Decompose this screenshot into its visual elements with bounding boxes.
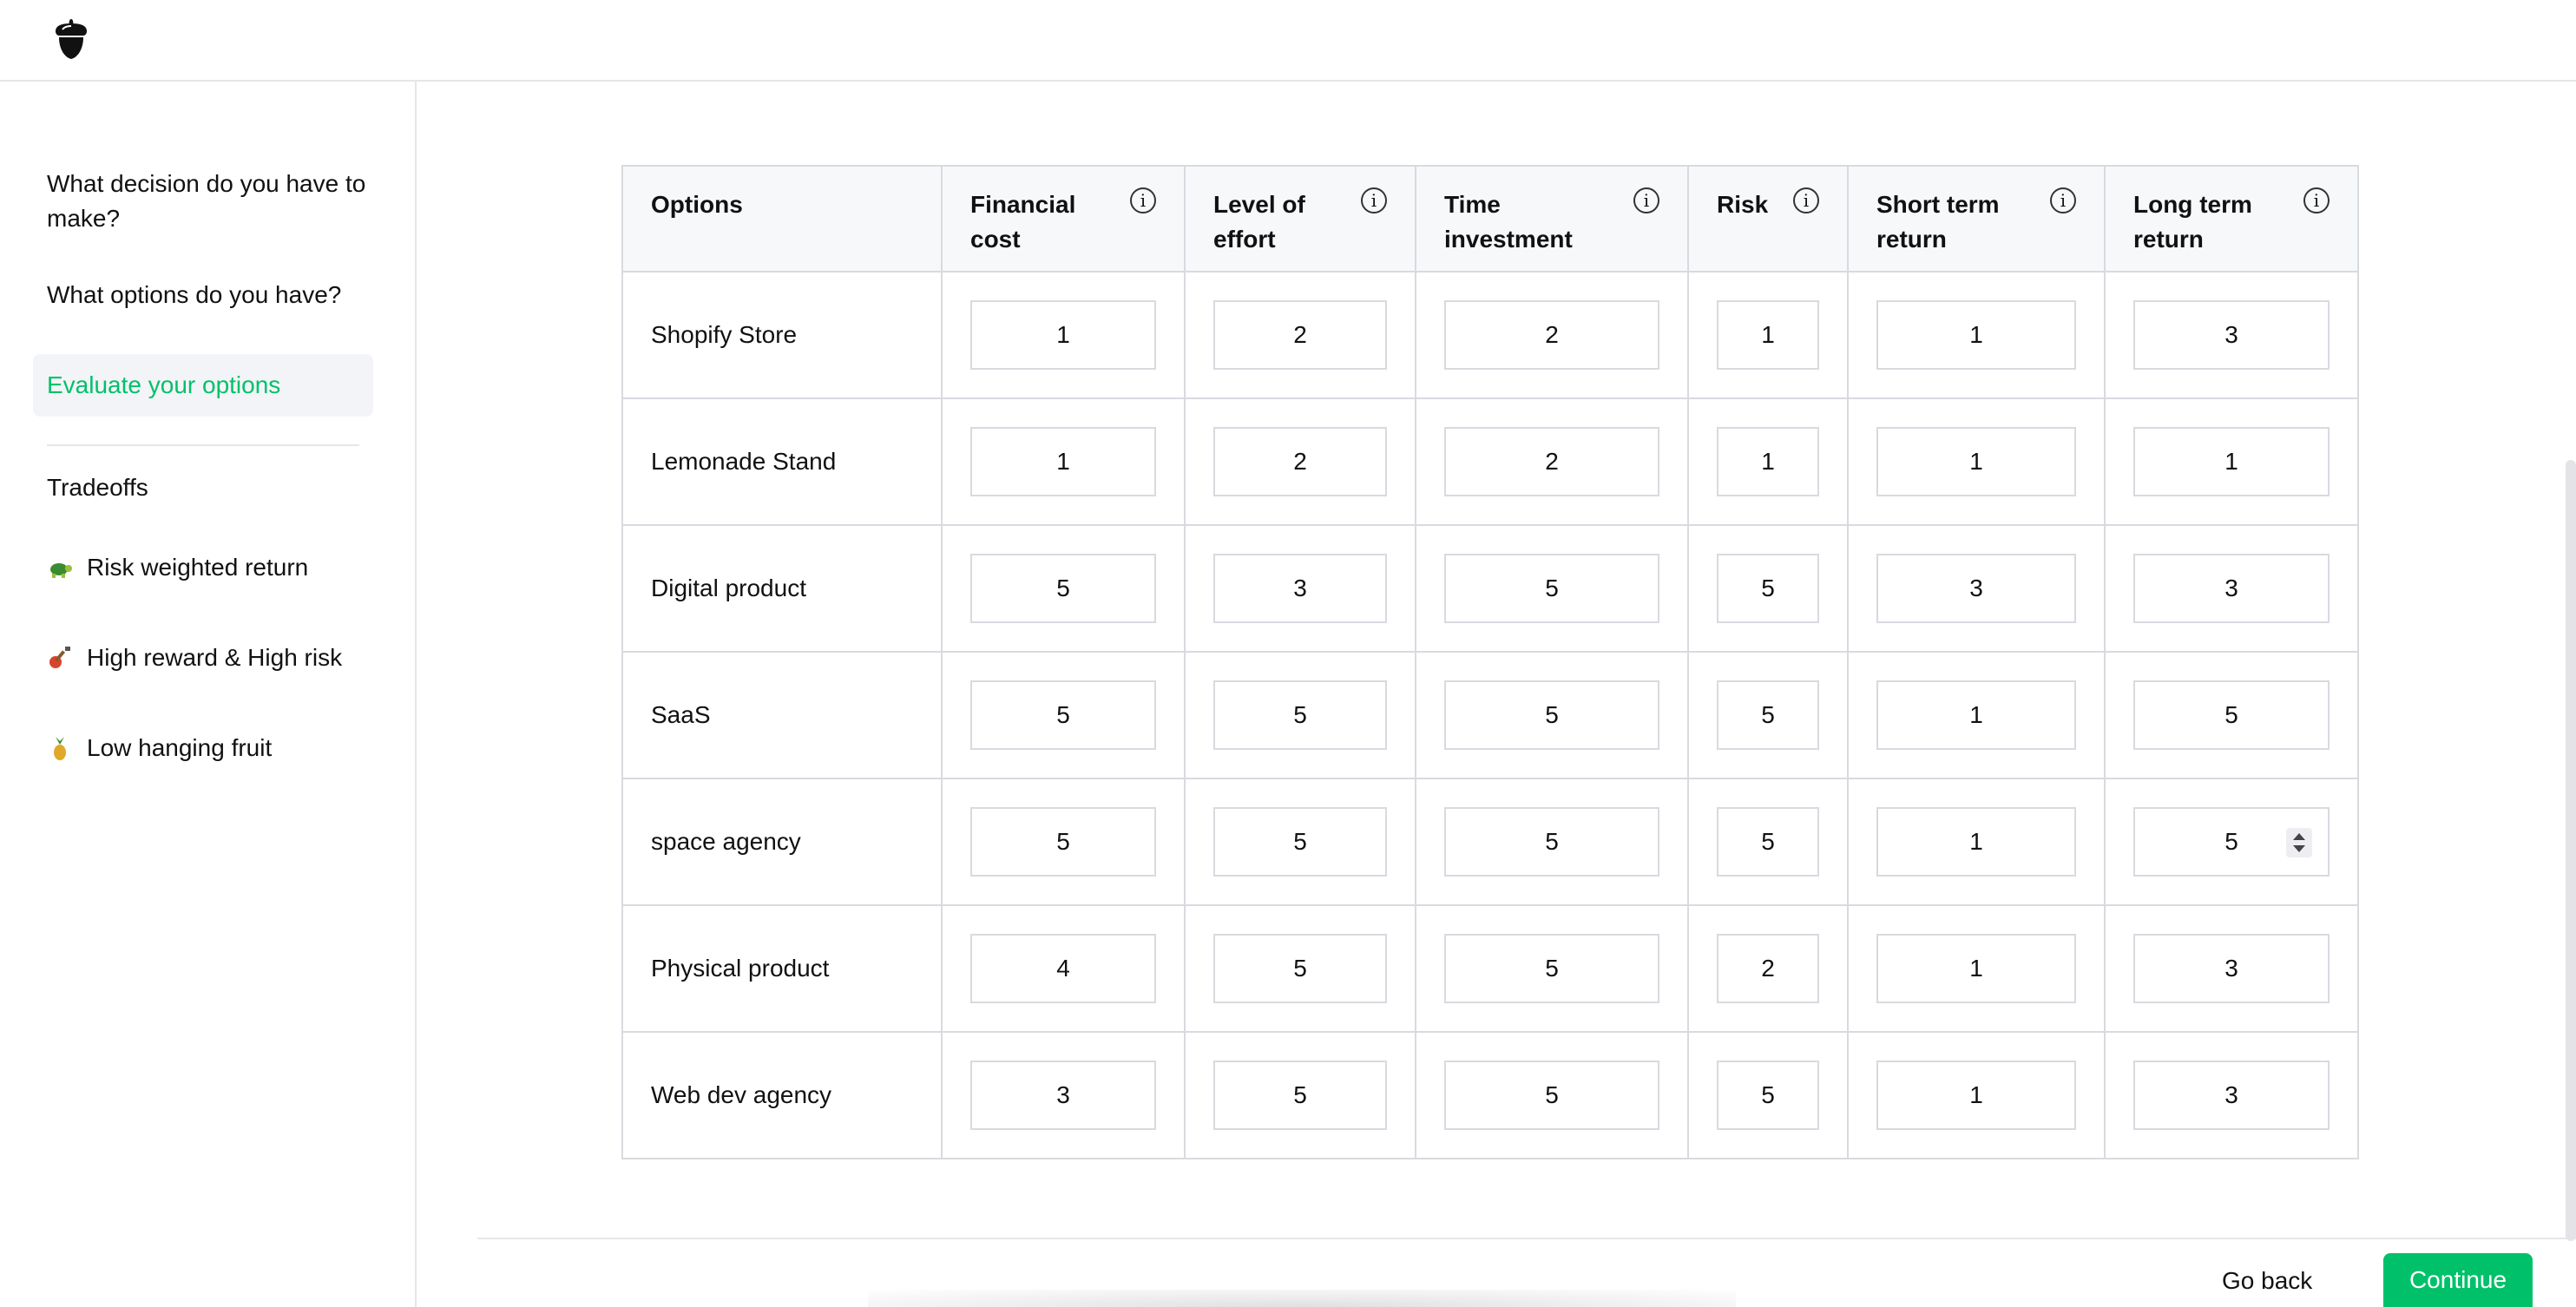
score-input[interactable]: 1	[1717, 427, 1819, 496]
score-input[interactable]: 5	[1444, 554, 1659, 623]
score-input[interactable]: 3	[2133, 300, 2330, 370]
score-cell	[1416, 525, 1688, 652]
info-icon[interactable]: i	[2050, 187, 2076, 213]
info-icon[interactable]: i	[1793, 187, 1819, 213]
score-cell	[2105, 272, 2358, 398]
score-cell	[942, 652, 1185, 778]
score-input[interactable]: 5	[970, 807, 1156, 877]
continue-button[interactable]: Continue	[2383, 1253, 2533, 1307]
header-label: Financial cost	[970, 191, 1076, 253]
score-cell	[1185, 272, 1416, 398]
tradeoff-label: Risk weighted return	[87, 554, 309, 581]
score-input[interactable]: 1	[1876, 807, 2076, 877]
score-input[interactable]: 1	[1717, 300, 1819, 370]
score-cell	[942, 1032, 1185, 1159]
score-input[interactable]: 3	[2133, 934, 2330, 1003]
option-name: space agency	[622, 778, 942, 905]
score-cell	[1185, 1032, 1416, 1159]
score-input-focused[interactable]	[2133, 807, 2330, 877]
score-cell	[2105, 1032, 2358, 1159]
score-input[interactable]: 5	[2133, 680, 2330, 750]
score-input[interactable]: 1	[2133, 427, 2330, 496]
tradeoff-label: Low hanging fruit	[87, 734, 273, 761]
score-cell	[1688, 398, 1848, 525]
header-options	[622, 166, 942, 272]
guitar-icon	[47, 645, 73, 671]
header-label: Short term return	[1876, 191, 2000, 253]
score-input[interactable]: 5	[970, 554, 1156, 623]
info-icon[interactable]: i	[1361, 187, 1387, 213]
score-input[interactable]: 5	[1444, 807, 1659, 877]
option-name: Web dev agency	[622, 1032, 942, 1159]
top-bar	[0, 0, 2576, 82]
score-cell	[2105, 778, 2358, 905]
option-name: Digital product	[622, 525, 942, 652]
score-input[interactable]: 5	[970, 680, 1156, 750]
score-cell	[2105, 525, 2358, 652]
turtle-icon	[47, 555, 73, 581]
table-header-row	[622, 166, 2358, 272]
tradeoff-label: High reward & High risk	[87, 644, 343, 671]
header-level-of-effort	[1185, 166, 1416, 272]
table-row	[622, 1032, 2358, 1159]
score-cell	[1688, 652, 1848, 778]
evaluation-table	[621, 165, 2359, 1159]
score-value: 5	[2224, 828, 2238, 855]
tradeoff-low-hanging-fruit[interactable]	[47, 731, 272, 765]
score-input[interactable]: 1	[1876, 934, 2076, 1003]
score-cell	[1848, 652, 2105, 778]
table-row	[622, 272, 2358, 398]
score-input[interactable]: 3	[970, 1061, 1156, 1130]
header-short-term-return	[1848, 166, 2105, 272]
score-input[interactable]: 5	[1717, 1061, 1819, 1130]
score-input[interactable]: 1	[970, 427, 1156, 496]
option-name: Shopify Store	[622, 272, 942, 398]
score-cell	[1848, 905, 2105, 1032]
score-cell	[1185, 525, 1416, 652]
info-icon[interactable]: i	[1633, 187, 1659, 213]
score-cell	[942, 272, 1185, 398]
score-input[interactable]: 2	[1717, 934, 1819, 1003]
score-input[interactable]: 4	[970, 934, 1156, 1003]
go-back-button[interactable]: Go back	[2222, 1267, 2313, 1294]
scrollbar[interactable]	[2566, 460, 2576, 1241]
score-input[interactable]: 5	[1444, 680, 1659, 750]
score-cell	[1848, 272, 2105, 398]
tradeoffs-heading: Tradeoffs	[47, 474, 148, 501]
score-cell	[1416, 398, 1688, 525]
header-label: Long term return	[2133, 191, 2252, 253]
table-row	[622, 398, 2358, 525]
score-cell	[1688, 1032, 1848, 1159]
header-label: Risk	[1717, 191, 1769, 218]
header-financial-cost	[942, 166, 1185, 272]
score-input[interactable]: 5	[1213, 1061, 1387, 1130]
header-label: Level of effort	[1213, 191, 1305, 253]
table-row	[622, 525, 2358, 652]
step-options[interactable]: What options do you have?	[47, 281, 342, 308]
score-cell	[2105, 652, 2358, 778]
acorn-logo-icon[interactable]	[52, 17, 90, 61]
header-label: Time investment	[1444, 191, 1573, 253]
main-content	[418, 83, 2576, 1307]
header-time-investment	[1416, 166, 1688, 272]
sidebar-divider	[47, 444, 359, 446]
tradeoff-risk-weighted-return[interactable]	[47, 550, 308, 585]
options-table-wrapper	[621, 165, 2359, 1159]
header-risk	[1688, 166, 1848, 272]
score-input[interactable]: 3	[1213, 554, 1387, 623]
score-cell	[1688, 272, 1848, 398]
score-cell	[1185, 398, 1416, 525]
bottom-shadow	[868, 1290, 1736, 1307]
score-input[interactable]: 5	[1213, 934, 1387, 1003]
score-input[interactable]: 2	[1444, 427, 1659, 496]
score-input[interactable]: 1	[1876, 427, 2076, 496]
score-input[interactable]: 1	[970, 300, 1156, 370]
score-cell	[1416, 905, 1688, 1032]
score-input[interactable]: 1	[1876, 1061, 2076, 1130]
score-input[interactable]: 2	[1444, 300, 1659, 370]
score-cell	[1185, 778, 1416, 905]
option-name: SaaS	[622, 652, 942, 778]
pineapple-icon	[47, 735, 73, 761]
option-name: Lemonade Stand	[622, 398, 942, 525]
score-cell	[1848, 525, 2105, 652]
footer-divider	[477, 1238, 2576, 1239]
score-cell	[1185, 652, 1416, 778]
score-cell	[942, 525, 1185, 652]
header-label: Options	[651, 191, 743, 218]
tradeoff-high-reward-high-risk[interactable]	[47, 640, 342, 675]
score-input[interactable]: 3	[2133, 554, 2330, 623]
score-input[interactable]: 5	[1717, 807, 1819, 877]
score-cell	[2105, 398, 2358, 525]
score-input[interactable]: 5	[1444, 1061, 1659, 1130]
info-icon[interactable]: i	[2303, 187, 2330, 213]
step-decision[interactable]: What decision do you have to make?	[47, 170, 366, 232]
score-input[interactable]: 1	[1876, 680, 2076, 750]
step-evaluate[interactable]: Evaluate your options	[33, 354, 373, 417]
table-row	[622, 652, 2358, 778]
score-cell	[1848, 1032, 2105, 1159]
score-input[interactable]: 2	[1213, 300, 1387, 370]
score-cell	[1688, 778, 1848, 905]
score-cell	[1848, 398, 2105, 525]
score-cell	[1688, 905, 1848, 1032]
number-spinner[interactable]	[2286, 828, 2312, 857]
info-icon[interactable]: i	[1130, 187, 1156, 213]
sidebar	[0, 82, 417, 1307]
score-cell	[942, 905, 1185, 1032]
score-cell	[942, 398, 1185, 525]
score-input[interactable]: 5	[1444, 934, 1659, 1003]
option-name: Physical product	[622, 905, 942, 1032]
score-cell	[2105, 905, 2358, 1032]
score-cell	[1688, 525, 1848, 652]
score-input[interactable]: 3	[1876, 554, 2076, 623]
score-input[interactable]: 5	[1717, 680, 1819, 750]
score-input[interactable]: 5	[1213, 680, 1387, 750]
table-row	[622, 778, 2358, 905]
score-input[interactable]: 2	[1213, 427, 1387, 496]
score-cell	[942, 778, 1185, 905]
score-cell	[1416, 1032, 1688, 1159]
header-long-term-return	[2105, 166, 2358, 272]
score-cell	[1416, 778, 1688, 905]
table-row	[622, 905, 2358, 1032]
score-cell	[1848, 778, 2105, 905]
score-input[interactable]: 5	[1717, 554, 1819, 623]
score-cell	[1416, 652, 1688, 778]
score-cell	[1185, 905, 1416, 1032]
score-input[interactable]: 3	[2133, 1061, 2330, 1130]
score-input[interactable]: 1	[1876, 300, 2076, 370]
score-input[interactable]: 5	[1213, 807, 1387, 877]
score-cell	[1416, 272, 1688, 398]
